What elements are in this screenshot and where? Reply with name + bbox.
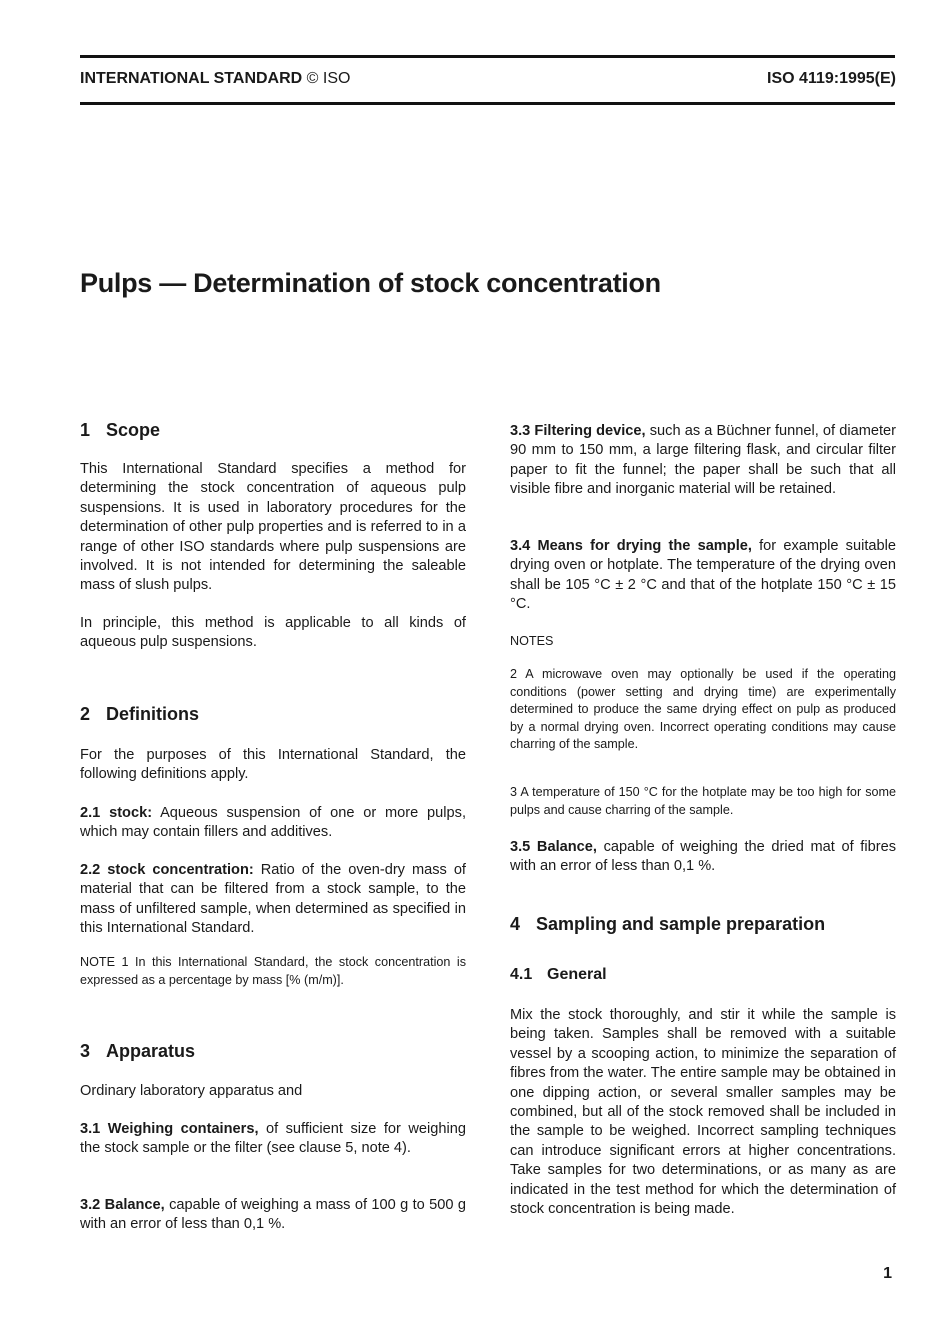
note-2: 2 A microwave oven may optionally be used if the operating conditions (power setting and drying time) are experimentally determined to produce the same drying effect on pulp as produced by a normal drying oven. Incorrect operating conditions may cause charring of the sample. <box>510 667 896 752</box>
note-1: NOTE 1 In this International Standard, the stock concentration is expressed as a percentage by mass [% (m/m)]. <box>80 955 466 987</box>
apparatus-intro: Ordinary laboratory apparatus and <box>80 1083 303 1099</box>
section-2-heading: 2 Definitions <box>80 704 199 724</box>
apparatus-3-2: 3.2 Balance, capable of weighing a mass of 100 g to 500 g with an error of less than 0,1 %. <box>80 1197 467 1233</box>
definitions-intro: For the purposes of this International Standard, the following definitions apply. <box>80 747 466 783</box>
header-standard-label: INTERNATIONAL STANDARD © ISO <box>80 70 351 87</box>
document-title: Pulps — Determination of stock concentration <box>80 268 661 298</box>
section-4-heading: 4 Sampling and sample preparation <box>510 914 826 934</box>
scope-paragraph-1: This International Standard specifies a method for determining the stock concentration of aqueous pulp suspensions. It is used in laboratory procedures for the determination of other pulp properties and is referred to in a range of other ISO standards where pulp suspensions are involved. It is not intended for determining the saleable mass of slush pulps. <box>80 461 466 594</box>
definition-stock: 2.1 stock: Aqueous suspension of one or more pulps, which may contain fillers and additives. <box>80 805 467 841</box>
section-3-heading: 3 Apparatus <box>80 1041 196 1061</box>
page-number: 1 <box>883 1265 892 1282</box>
apparatus-3-3: 3.3 Filtering device, such as a Büchner funnel, of diameter 90 mm to 150 mm, a large filtering flask, and circular filter paper to fit the funnel; the paper shall be such that all visible fibre and inorganic material will be retained. <box>510 423 897 498</box>
section-1-heading: 1 Scope <box>80 420 161 440</box>
notes-heading: NOTES <box>510 634 554 648</box>
header-bottom-rule <box>80 102 895 105</box>
definition-stock-concentration: 2.2 stock concentration: Ratio of the oven-dry mass of material that can be filtered from a stock sample, to the mass of unfiltered sample, when determined as specified in this International Standard. <box>80 862 466 937</box>
section-4-1-heading: 4.1 General <box>510 966 607 983</box>
apparatus-3-1: 3.1 Weighing containers, of sufficient size for weighing the stock sample or the filter (see clause 5, note 4). <box>80 1121 466 1157</box>
apparatus-3-4: 3.4 Means for drying the sample, for example suitable drying oven or hotplate. The temperature of the drying oven shall be 105 °C ± 2 °C and that of the hotplate 150 °C ± 15 °C. <box>510 538 896 613</box>
scope-paragraph-2: In principle, this method is applicable to all kinds of aqueous pulp suspensions. <box>80 615 466 651</box>
header-top-rule <box>80 55 895 58</box>
note-3: 3 A temperature of 150 °C for the hotplate may be too high for some pulps and cause charring of the sample. <box>510 785 896 817</box>
header-standard-number: ISO 4119:1995(E) <box>767 70 896 87</box>
general-paragraph: Mix the stock thoroughly, and stir it while the sample is being taken. Samples shall be removed with a suitable vessel by a scooping action, to minimize the separation of fibres from the water. The entire sample may be obtained in one dipping action, or several smaller samples may be combined, but all of the stock removed shall be included in the sample to be weighed. Incorrect sampling techniques can introduce significant errors at higher concentrations. Take samples for two determinations, or as many as are indicated in the test method for which the determination of stock concentration is being made. <box>510 1007 896 1218</box>
apparatus-3-5: 3.5 Balance, capable of weighing the dried mat of fibres with an error of less than 0,1 %. <box>510 839 896 875</box>
